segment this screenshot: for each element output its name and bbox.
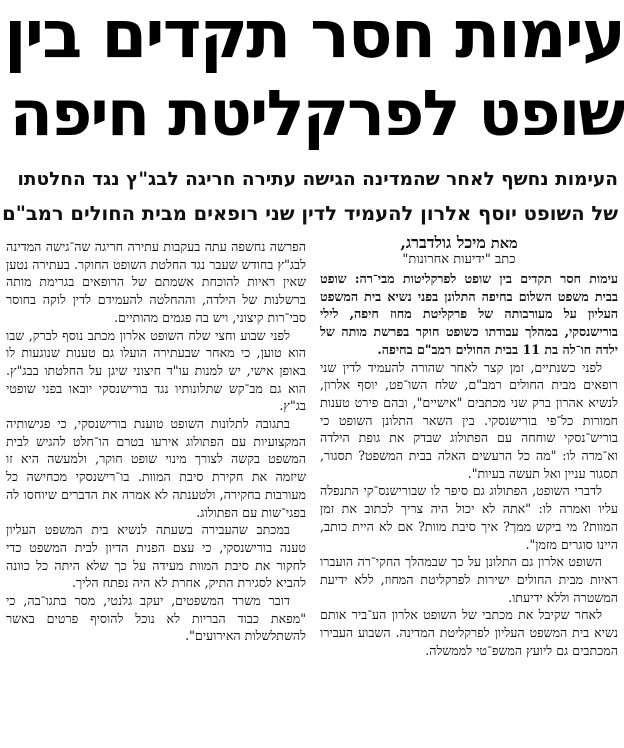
body-paragraph: לפני כשנתיים, זמן קצר לאחר שהורה להעמיד לדין שני רופאים מבית החולים רמב"ם, שלח השו־פט, יוסף אלרון, לנשיא אהרון ברק שני מכתבים "אישיים", ובהם פירט טענות חמורות כל־פי בורישנסקי. בין השאר התלונן השופט כי בוריש־נסקי שוחחה עם הפתולוג שבדק את גופת הילדה וא־מרה לו: "מה כל הרעשים האלה בבית המשפט? תסגור, תסגור עניין ואל תעשה בעיות". — [320, 359, 618, 481]
body-paragraph: לדברי השופט, הפתולוג גם סיפר לו שבורישנס־קי התנפלה עליו ואמרה לו: "אתה לא יכול היה צריך לכתוב את זמן המוות? מי ביקש ממך? איך סיבת מוות? אם לא היית כותב, היינו סוגרים מזמן". — [320, 483, 618, 552]
byline-prefix: מאת — [485, 235, 518, 252]
byline-author — [314, 234, 604, 252]
article-column-right — [320, 270, 618, 659]
byline-name: מיכל גולדברג, — [400, 233, 486, 252]
lead-paragraph: עימות חסר תקדים בין שופט לפרקליטות מבי־רה: שופט בבית משפט השלום בחיפה התלונן בפני נשיא בית המשפט העליון על מעורבותה של פרקליטת מחוז חיפה, לילי בורישנסקי, במהלך עבודתו כשופט חוקר בפרשת מותה של ילדה חו־לה בת 11 בבית החולים רמב"ם בחיפה. — [320, 271, 618, 357]
body-paragraph: במכתב שהעבירה בשעתה לנשיא בית המשפט העליון טענה בורישנסקי, כי עצם הפנית הדיון לבית המשפט כדי לחקור את סיבת המוות מעידה על כך שלא היתה כל כוונה להביא לסגירת התיק, אחרת לא היה נפתח הליך. — [6, 522, 306, 591]
body-paragraph: השופט אלרון גם התלונן על כך שבמהלך החקי־רה הועברו ראיות מבית החולים ישירות לפרקליטת המחוז, ללא ידיעת המשטרה וללא ידיעתו. — [320, 554, 618, 605]
byline — [314, 234, 604, 268]
byline-outlet: כתב "ידיעות אחרונות" — [402, 252, 516, 267]
subheadline-line-1: העימות נחשף לאחר שהמדינה הגישה עתירה חריגה לבג"ץ נגד החלטתו — [17, 169, 618, 190]
body-paragraph: דובר משרד המשפטים, יעקב גלנטי, מסר בתגו־בה, כי "מפאת כבוד הבריות לא נוכל להוסיף פרטים באשר להשתלשלות האירועים". — [6, 593, 306, 644]
subheadline-line-2: של השופט יוסף אלרון להעמיד לדין שני רופאים מבית החולים רמב"ם — [2, 202, 618, 225]
headline-line-1: עימות חסר תקדים בין — [4, 2, 624, 73]
headline-line-2: שופט לפרקליטת חיפה — [9, 82, 624, 150]
body-paragraph: בתגובה לתלונות השופט טוענת בורישנסקי, כי פגישותיה המקצועיות עם הפתולוג אירעו בטרם הו־חלט להגיש לבית המשפט בקשה לצורך מינוי שופט חוקר, ולמעשה היא זו שיזמה את חקירת סיבת המוות. בו־רישנסקי מכחישה כל מעורבות בחקירה, ולטענתה לא אמרה את הדברים שיוחסו לה בפגי־שות עם הפתולוג. — [6, 416, 306, 520]
body-paragraph: הפרשה נחשפה עתה בעקבות עתירה חריגה שה־גישה המדינה לבג"ץ בחודש שעבר נגד החלטת השופט החוקר. בעתירה נטען שאין ראיות להוכחת אשמתם של הרופאים בגרימת מותה ברשלנות של הילדה, וההחלטה להעמידם לדין לוקה בחוסר סבי־רות קיצוני, ויש בה פגמים מהותיים. — [6, 239, 306, 325]
body-paragraph: לפני שבוע וחצי שלח השופט אלרון מכתב נוסף לברק, שבו הוא טוען, כי מאחר שבעתירה הועלו גם טענות שנוגעות לו באופן אישי, יש למנות עו"ד חיצוני שיגן על החלטתו בבג"ץ. הוא גם מב־קש שתלונותיו נגד בורישנסקי יובאו בפני שופטי בג"ץ. — [6, 327, 306, 414]
body-paragraph: לאחר שקיבל את מכתבי של השופט אלרון הע־ביר אותם נשיא בית המשפט העליון לפרקליטת המדינה. השבוע העבירו המכתבים גם ליועץ המשפ־טי לממשלה. — [320, 607, 618, 658]
article-column-left — [6, 238, 306, 645]
